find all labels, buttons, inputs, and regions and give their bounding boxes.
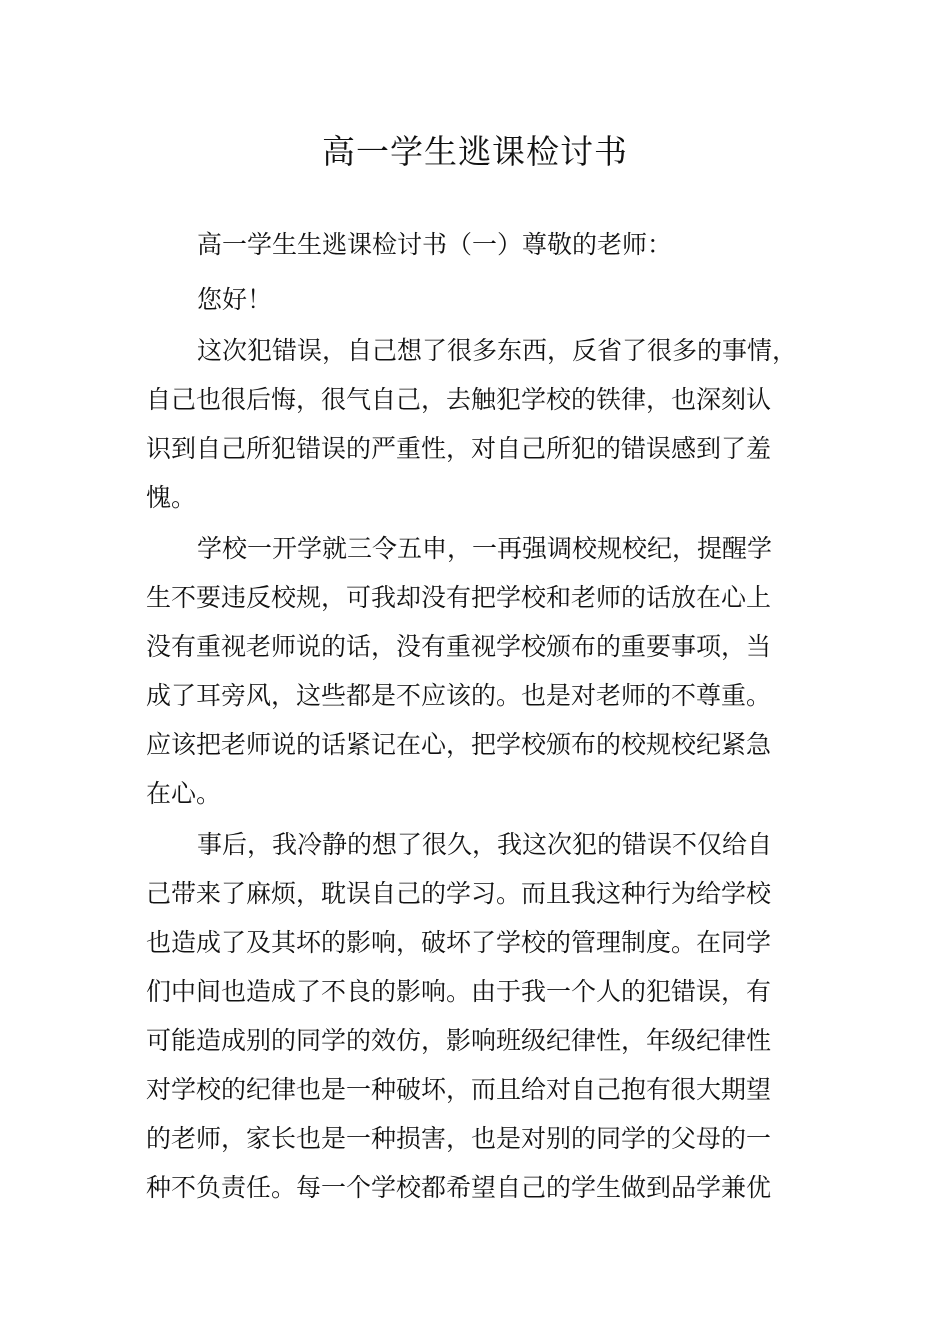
text-line: 自己也很后悔，很气自己，去触犯学校的铁律，也深刻认 <box>146 385 772 414</box>
text-line: 学校一开学就三令五申，一再强调校规校纪，提醒学 <box>197 534 773 563</box>
text-line: 也造成了及其坏的影响，破坏了学校的管理制度。在同学 <box>146 928 772 957</box>
text-line: 对学校的纪律也是一种破坏，而且给对自己抱有很大期望 <box>146 1075 772 1104</box>
text-line: 愧。 <box>146 483 197 512</box>
text-line: 成了耳旁风，这些都是不应该的。也是对老师的不尊重。 <box>146 681 772 710</box>
text-line: 们中间也造成了不良的影响。由于我一个人的犯错误，有 <box>146 977 772 1006</box>
text-line: 生不要违反校规，可我却没有把学校和老师的话放在心上 <box>146 583 772 612</box>
text-line: 己带来了麻烦，耽误自己的学习。而且我这种行为给学校 <box>146 879 772 908</box>
document-title: 高一学生逃课检讨书 <box>322 132 628 171</box>
text-line: 种不负责任。每一个学校都希望自己的学生做到品学兼优 <box>146 1173 772 1202</box>
text-line: 可能造成别的同学的效仿，影响班级纪律性，年级纪律性 <box>146 1026 772 1055</box>
text-line: 没有重视老师说的话，没有重视学校颁布的重要事项，当 <box>146 632 772 661</box>
text-line: 高一学生生逃课检讨书（一）尊敬的老师： <box>197 230 673 259</box>
text-line: 应该把老师说的话紧记在心，把学校颁布的校规校纪紧急 <box>146 730 772 759</box>
text-line: 在心。 <box>146 779 222 808</box>
text-line: 事后，我冷静的想了很久，我这次犯的错误不仅给自 <box>197 830 773 859</box>
text-line: 的老师，家长也是一种损害，也是对别的同学的父母的一 <box>146 1124 772 1153</box>
text-line: 您好！ <box>197 285 273 314</box>
text-line: 这次犯错误，自己想了很多东西，反省了很多的事情， <box>197 336 798 365</box>
text-line: 识到自己所犯错误的严重性，对自己所犯的错误感到了羞 <box>146 434 772 463</box>
